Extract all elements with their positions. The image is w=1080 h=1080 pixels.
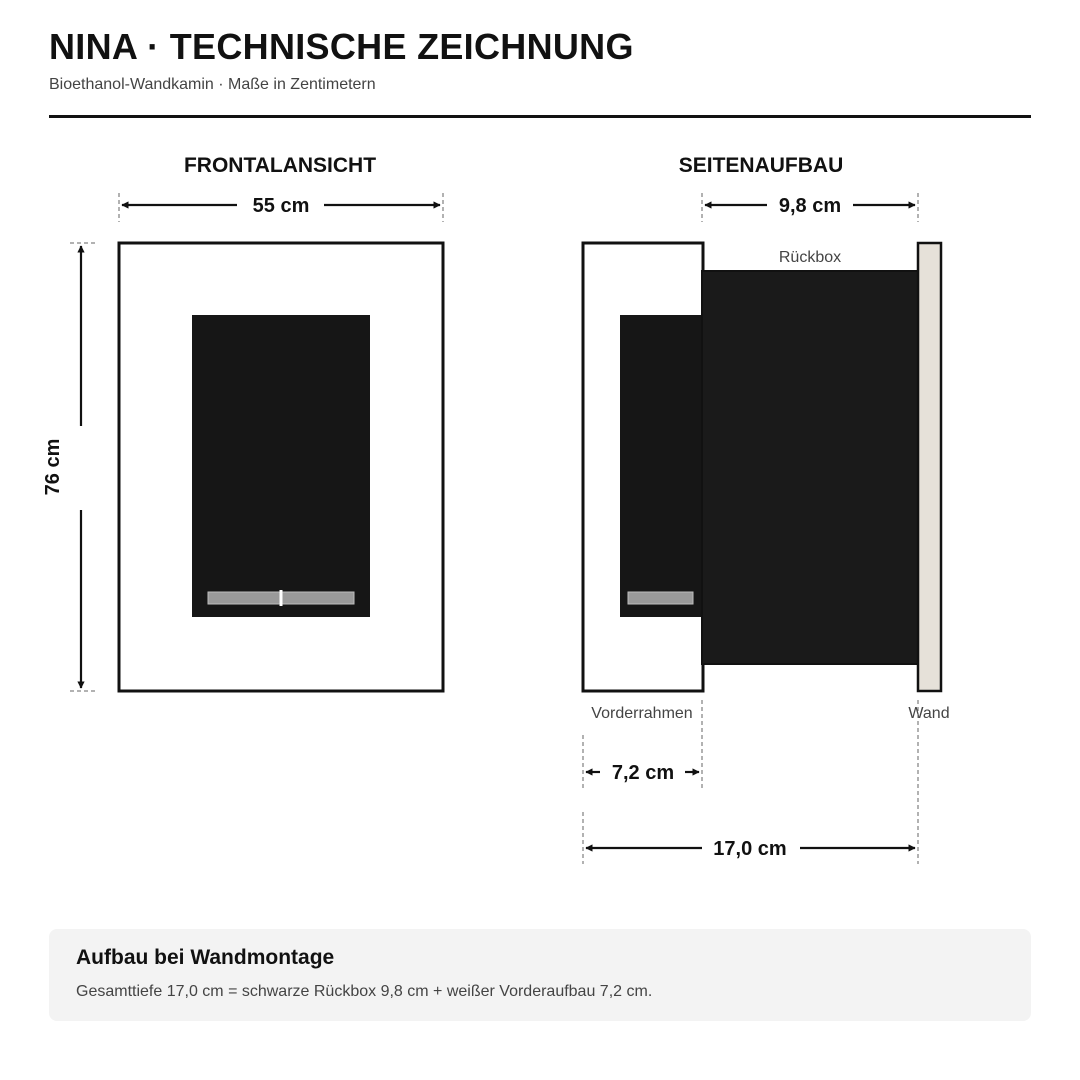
side-back-box [702,271,918,664]
side-wall [918,243,941,691]
side-view-heading: SEITENAUFBAU [678,154,844,177]
backbox-depth-label: 9,8 cm [778,195,842,217]
front-view-heading: FRONTALANSICHT [183,154,377,177]
side-view [583,154,950,864]
mounting-note [49,929,1031,1021]
backbox-label: Rückbox [778,249,842,266]
page-subtitle: Bioethanol-Wandkamin · Maße in Zentimetern [49,76,376,93]
front-height-label-mask [64,426,98,510]
page-title: NINA · TECHNISCHE ZEICHNUNG [49,26,634,67]
front-width-label: 55 cm [252,195,310,217]
mounting-note-title: Aufbau bei Wandmontage [76,946,335,969]
total-depth-label: 17,0 cm [713,838,787,860]
wall-label: Wand [908,705,950,722]
side-burner [628,592,693,604]
front-burner-marker [280,590,283,606]
side-firebox [620,315,703,617]
front-view [42,154,443,691]
front-frame-label: Vorderrahmen [591,705,693,722]
front-height-label: 76 cm [42,438,64,496]
mounting-note-text: Gesamttiefe 17,0 cm = schwarze Rückbox 9,8 cm + weißer Vorderaufbau 7,2 cm. [76,983,653,1000]
frame-depth-label: 7,2 cm [611,762,675,784]
front-firebox [192,315,370,617]
